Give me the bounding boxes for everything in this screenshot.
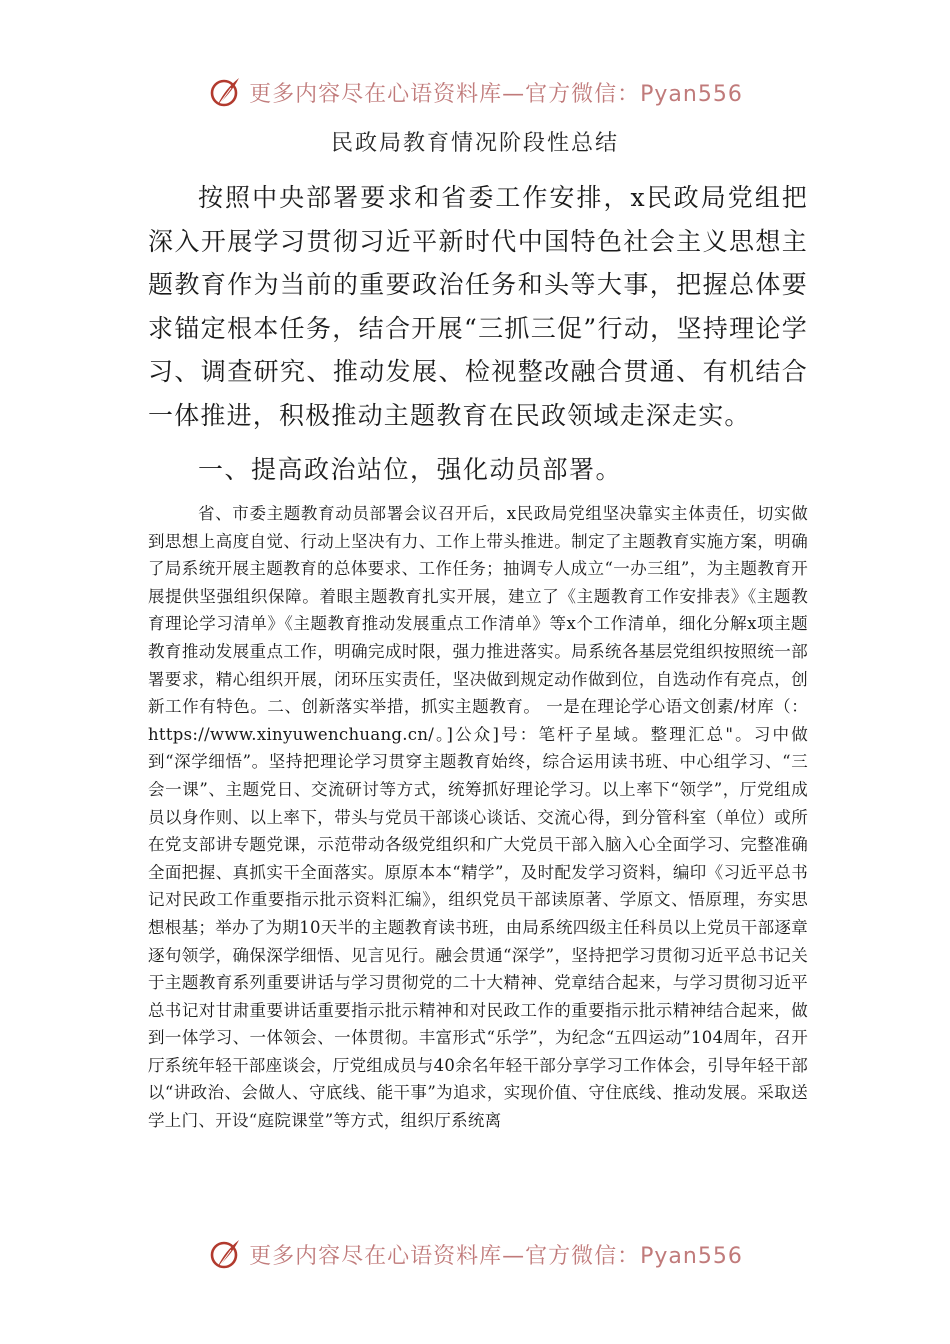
section-heading-1: 一、提高政治站位，强化动员部署。 — [198, 455, 623, 484]
intro-paragraph: 按照中央部署要求和省委工作安排，x民政局党组把深入开展学习贯彻习近平新时代中国特色社会主义思想主题教育作为当前的重要政治任务和头等大事，把握总体要求锚定根本任务，结合开展“三抓三促”行动，坚持理论学习、调查研究、推动发展、检视整改融合贯通、有机结合一体推进，积极推动主题教育在民政领域走深走实。 — [148, 183, 808, 430]
footer-watermark-banner — [0, 1234, 950, 1274]
document-title: 民政局教育情况阶段性总结 — [330, 131, 619, 156]
body-paragraph: 省、市委主题教育动员部署会议召开后，x民政局党组坚决靠实主体责任，切实做到思想上高度自觉、行动上坚决有力、工作上带头推进。制定了主题教育实施方案，明确了局系统开展主题教育的总体要求、工作任务；抽调专人成立“一办三组”，为主题教育开展提供坚强组织保障。着眼主题教育扎实开展，建立了《主题教育工作安排表》《主题教育理论学习清单》《主题教育推动发展重点工作清单》等x个工作清单，细化分解x项主题教育推动发展重点工作，明确完成时限，强力推进落实。局系统各基层党组织按照统一部署要求，精心组织开展，闭环压实责任，坚决做到规定动作做到位，自选动作有亮点，创新工作有特色。二、创新落实举措，抓实主题教育。 一是在理论学心语文创素/材库（：https://www.xinyuwenchuang.cn/。]公众]号：笔杆子星域。整理汇总"。习中做到“深学细悟”。坚持把理论学习贯穿主题教育始终，综合运用读书班、中心组学习、“三会一课”、主题党日、交流研讨等方式，统筹抓好理论学习。以上率下“领学”，厅党组成员以身作则、以上率下，带头与党员干部谈心谈话、交流心得，到分管科室（单位）或所在党支部讲专题党课，示范带动各级党组织和广大党员干部入脑入心全面学习、完整准确全面把握、真抓实干全面落实。原原本本“精学”，及时配发学习资料，编印《习近平总书记对民政工作重要指示批示资料汇编》，组织党员干部读原著、学原文、悟原理，夯实思想根基；举办了为期10天半的主题教育读书班，由局系统四级主任科员以上党员干部逐章逐句领学，确保深学细悟、见言见行。融会贯通“深学”，坚持把学习贯彻习近平总书记关于主题教育系列重要讲话与学习贯彻党的二十大精神、党章结合起来，与学习贯彻习近平总书记对甘肃重要讲话重要指示批示精神和对民政工作的重要指示批示精神结合起来，做到一体学习、一体领会、一体贯彻。丰富形式“乐学”，为纪念“五四运动”104周年，召开厅系统年轻干部座谈会，厅党组成员与40余名年轻干部分享学习工作体会，引导年轻干部以“讲政治、会做人、守底线、能干事”为追求，实现价值、守住底线、推动发展。采取送学上门、开设“庭院课堂”等方式，组织厅系统离 — [148, 504, 808, 1131]
header-watermark-banner — [0, 72, 950, 112]
feather-circle-logo-icon — [207, 74, 243, 110]
watermark-text: 更多内容尽在心语资料库—官方微信：Pyan556 — [249, 81, 743, 107]
watermark-text: 更多内容尽在心语资料库—官方微信：Pyan556 — [249, 1243, 743, 1269]
feather-circle-logo-icon — [207, 1236, 243, 1272]
